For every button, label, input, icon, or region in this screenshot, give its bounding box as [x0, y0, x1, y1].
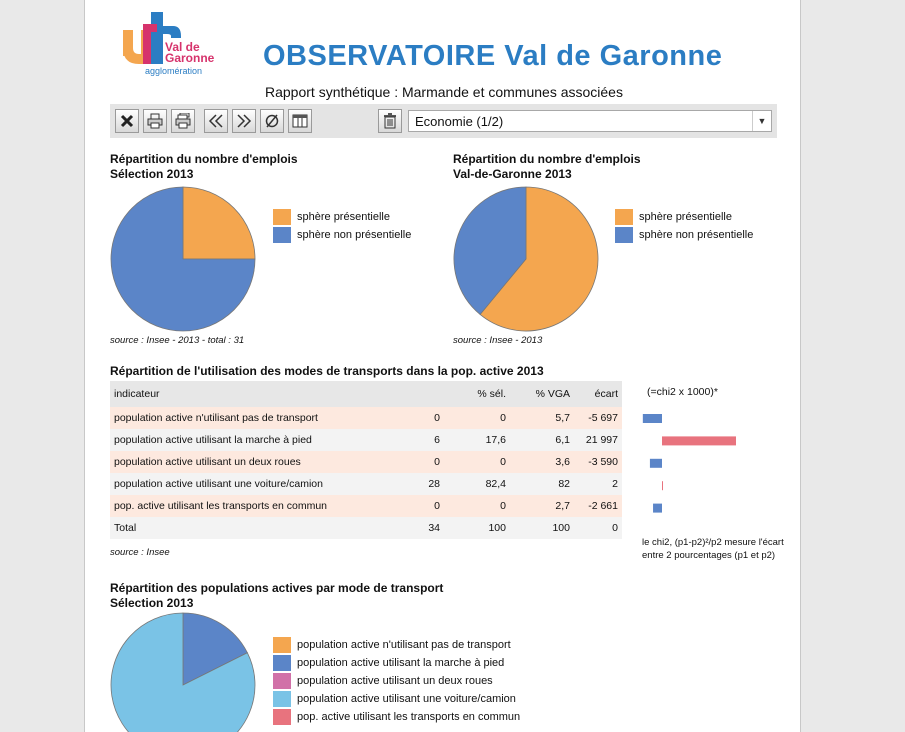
report-page: [84, 0, 801, 732]
table-row: [110, 407, 622, 429]
layout-icon: [292, 113, 308, 129]
row-vga: 5,7: [510, 407, 574, 429]
row-ecart: 2: [574, 473, 622, 495]
logo-line3: agglomération: [145, 66, 203, 76]
row-vga: 82: [510, 473, 574, 495]
chart3-legend-item: [273, 654, 520, 672]
row-count: 0: [388, 495, 444, 517]
chart3-legend-item: [273, 690, 520, 708]
legend-label: population active utilisant une voiture/camion: [297, 693, 516, 705]
chi-bar: [662, 436, 736, 445]
chart2-title-1: Répartition du nombre d'emplois: [453, 152, 641, 166]
legend-swatch: [273, 673, 291, 689]
legend-swatch: [273, 709, 291, 725]
col-indicator: indicateur: [110, 381, 388, 407]
logo-line1: Val de: [165, 40, 200, 54]
chart3-legend: [273, 636, 520, 726]
legend-label: population active n'utilisant pas de transport: [297, 639, 511, 651]
legend-label: population active utilisant la marche à pied: [297, 657, 505, 669]
row-ecart: -5 697: [574, 407, 622, 429]
chart2-legend: [615, 208, 753, 244]
row-sel: 0: [444, 451, 510, 473]
row-count: 6: [388, 429, 444, 451]
print-all-button[interactable]: [171, 109, 195, 133]
row-vga: 3,6: [510, 451, 574, 473]
section-select-value: Economie (1/2): [415, 114, 504, 129]
chart1-source: source : Insee - 2013 - total : 31: [110, 335, 245, 346]
last-page-icon: [236, 113, 252, 129]
legend-swatch: [615, 209, 633, 225]
section-select[interactable]: [408, 110, 772, 132]
row-label: population active n'utilisant pas de transport: [110, 407, 388, 429]
row-label: population active utilisant un deux roues: [110, 451, 388, 473]
logo-line2: Garonne: [165, 51, 215, 65]
table-row: [110, 495, 622, 517]
chart1-legend: [273, 208, 411, 244]
chi-bar: [650, 459, 662, 468]
table-total-row: [110, 517, 622, 539]
legend-label: pop. active utilisant les transports en commun: [297, 711, 521, 723]
table-row: [110, 451, 622, 473]
chart2-title-2: Val-de-Garonne 2013: [453, 167, 572, 181]
pie-slice: [111, 613, 255, 732]
close-icon: [120, 114, 134, 128]
chi-bar: [653, 504, 662, 513]
chi-bar-chart: [637, 407, 747, 519]
chart1-legend-item: [273, 208, 411, 226]
last-page-button[interactable]: [232, 109, 256, 133]
chart1-legend-item: [273, 226, 411, 244]
chi-note-2: entre 2 pourcentages (p1 et p2): [642, 550, 776, 561]
total-label: Total: [110, 517, 388, 539]
legend-label: sphère présentielle: [297, 211, 390, 223]
row-label: pop. active utilisant les transports en commun: [110, 495, 388, 517]
legend-label: population active utilisant un deux roues: [297, 675, 493, 687]
chart1-title-2: Sélection 2013: [110, 167, 194, 181]
chart3-title-2: Sélection 2013: [110, 596, 194, 610]
trash-icon: [382, 113, 398, 129]
toolbar: [110, 104, 777, 138]
total-sel: 100: [444, 517, 510, 539]
legend-swatch: [615, 227, 633, 243]
chart1-title-1: Répartition du nombre d'emplois: [110, 152, 298, 166]
print-button[interactable]: [143, 109, 167, 133]
table-row: [110, 473, 622, 495]
table-title: Répartition de l'utilisation des modes de transports dans la pop. active 2013: [110, 364, 544, 378]
table-header-row: [110, 381, 622, 407]
chart3-legend-item: [273, 672, 520, 690]
trash-button[interactable]: [378, 109, 402, 133]
app-title: OBSERVATOIRE Val de Garonne: [263, 40, 723, 72]
row-ecart: 21 997: [574, 429, 622, 451]
transport-table: [110, 381, 622, 539]
chart3-pie: [110, 612, 256, 732]
col-count: [388, 381, 444, 407]
row-ecart: -2 661: [574, 495, 622, 517]
row-sel: 82,4: [444, 473, 510, 495]
col-vga: % VGA: [510, 381, 574, 407]
legend-label: sphère non présentielle: [639, 229, 754, 241]
chi-bar: [662, 481, 663, 490]
col-sel: % sél.: [444, 381, 510, 407]
row-label: population active utilisant une voiture/camion: [110, 473, 388, 495]
row-sel: 17,6: [444, 429, 510, 451]
chi-header: (=chi2 x 1000)*: [647, 386, 718, 398]
chart1-pie: [110, 186, 256, 332]
chi-bar: [643, 414, 662, 423]
total-ecart: 0: [574, 517, 622, 539]
logo: [121, 8, 221, 82]
row-vga: 2,7: [510, 495, 574, 517]
chi-note-1: le chi2, (p1-p2)²/p2 mesure l'écart: [642, 537, 784, 548]
row-count: 0: [388, 451, 444, 473]
reset-icon: [264, 113, 280, 129]
chevron-down-icon[interactable]: ▼: [752, 111, 771, 131]
legend-swatch: [273, 637, 291, 653]
total-vga: 100: [510, 517, 574, 539]
col-ecart: écart: [574, 381, 622, 407]
first-page-button[interactable]: [204, 109, 228, 133]
legend-label: sphère non présentielle: [297, 229, 412, 241]
chart2-legend-item: [615, 208, 753, 226]
row-count: 28: [388, 473, 444, 495]
first-page-icon: [208, 113, 224, 129]
chart3-legend-item: [273, 636, 520, 654]
chart3-legend-item: [273, 708, 520, 726]
row-vga: 6,1: [510, 429, 574, 451]
reset-button[interactable]: [260, 109, 284, 133]
row-label: population active utilisant la marche à pied: [110, 429, 388, 451]
chart2-legend-item: [615, 226, 753, 244]
table-row: [110, 429, 622, 451]
legend-swatch: [273, 209, 291, 225]
pie-slice: [183, 187, 255, 259]
row-count: 0: [388, 407, 444, 429]
chart3-title-1: Répartition des populations actives par mode de transport: [110, 581, 444, 595]
total-count: 34: [388, 517, 444, 539]
legend-swatch: [273, 227, 291, 243]
print-all-icon: [175, 113, 191, 129]
report-subtitle: Rapport synthétique : Marmande et communes associées: [265, 84, 623, 100]
print-icon: [147, 113, 163, 129]
legend-label: sphère présentielle: [639, 211, 732, 223]
row-sel: 0: [444, 407, 510, 429]
row-sel: 0: [444, 495, 510, 517]
row-ecart: -3 590: [574, 451, 622, 473]
legend-swatch: [273, 655, 291, 671]
chart2-pie: [453, 186, 599, 332]
chart2-source: source : Insee - 2013: [453, 335, 543, 346]
layout-button[interactable]: [288, 109, 312, 133]
close-button[interactable]: [115, 109, 139, 133]
legend-swatch: [273, 691, 291, 707]
table-source: source : Insee: [110, 547, 170, 558]
